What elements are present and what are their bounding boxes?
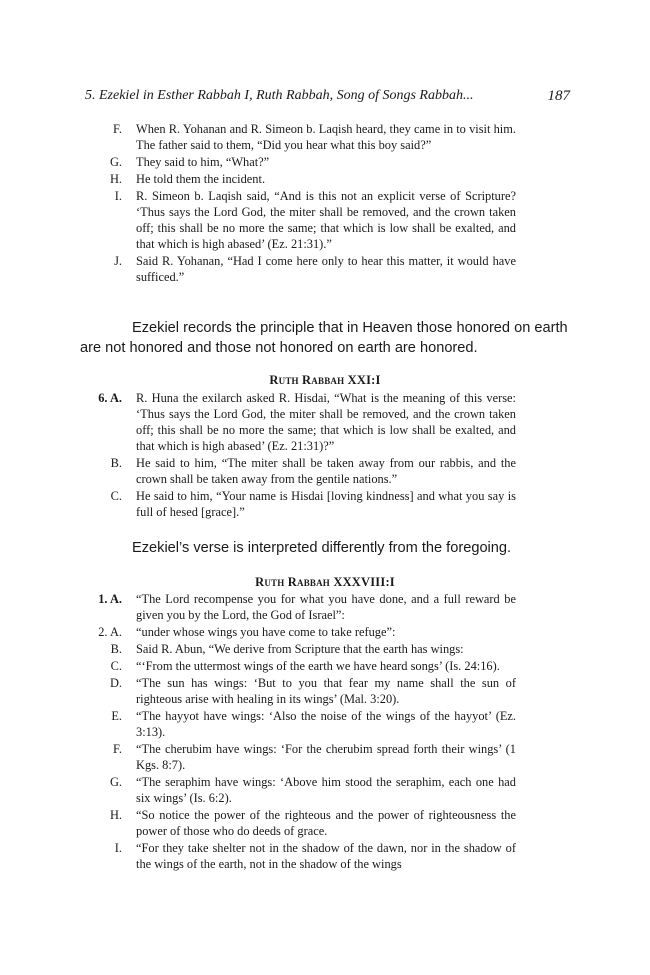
entry-i (62, 840, 516, 872)
entry-g (62, 774, 516, 806)
commentary-paragraph: Ezekiel’s verse is interpreted differently from the foregoing. (132, 540, 512, 556)
section-heading: Ruth Rabbah XXI:I (269, 373, 381, 387)
entry-f (62, 741, 516, 773)
entry-text: “The sun has wings: ‘But to you that fear my name shall the sun of righteous arise with healing in its wings’ (Mal. 3:20). (136, 676, 516, 706)
entry-label: F. (113, 122, 122, 136)
entry-label: G. (109, 155, 122, 169)
passage-entries-continued (62, 121, 516, 286)
entry-text: He said to him, “Your name is Hisdai [loving kindness] and what you say is full of hesed [grace].” (136, 489, 516, 519)
entry-label: 2. A. (98, 625, 122, 639)
entry-label: B. (110, 642, 122, 656)
entry-label: G. (109, 775, 122, 789)
entry-label: C. (110, 489, 122, 503)
section-heading: Ruth Rabbah XXXVIII:I (255, 575, 395, 589)
entry-6a (62, 390, 516, 454)
entry-text: “The seraphim have wings: ‘Above him stood the seraphim, each one had six wings’ (Is. 6:2). (136, 775, 516, 805)
entry-label: C. (110, 659, 122, 673)
entry-label: I. (114, 841, 122, 855)
entry-text: They said to him, “What?” (136, 155, 270, 169)
entry-text: “For they take shelter not in the shadow of the dawn, nor in the shadow of the wings of the earth, not in the shadow of the wings (136, 841, 516, 871)
entry-text: “‘From the uttermost wings of the earth we have heard songs’ (Is. 24:16). (136, 659, 500, 673)
entry-text: Said R. Yohanan, “Had I come here only to hear this matter, it would have sufficed.” (136, 254, 516, 284)
entry-text: “So notice the power of the righteous and the power of righteousness the power of those who do deeds of grace. (136, 808, 516, 838)
page-number: 187 (547, 88, 570, 104)
entry-g (62, 154, 516, 170)
commentary-paragraph: Ezekiel records the principle that in Heaven those honored on earth are not honored and those not honored on earth are honored. (80, 320, 568, 356)
entry-label: 6. A. (98, 391, 122, 405)
entry-label: 1. A. (98, 592, 122, 606)
running-header (85, 88, 570, 108)
entry-f (62, 121, 516, 153)
entry-c (62, 488, 516, 520)
passage-entries-ruth-xxxviii (62, 591, 516, 873)
entry-text: When R. Yohanan and R. Simeon b. Laqish heard, they came in to visit him. The father said to them, “Did you hear what this boy said?” (136, 122, 516, 152)
entry-text: “The cherubim have wings: ‘For the cherubim spread forth their wings’ (1 Kgs. 8:7). (136, 742, 516, 772)
entry-text: Said R. Abun, “We derive from Scripture that the earth has wings: (136, 642, 464, 656)
entry-text: “The hayyot have wings: ‘Also the noise of the wings of the hayyot’ (Ez. 3:13). (136, 709, 516, 739)
entry-b (62, 641, 516, 657)
entry-text: He said to him, “The miter shall be taken away from our rabbis, and the crown shall be taken away from the gentile nations.” (136, 456, 516, 486)
entry-2a (62, 624, 516, 640)
entry-label: I. (114, 189, 122, 203)
entry-label: H. (109, 808, 122, 822)
entry-label: B. (110, 456, 122, 470)
entry-e (62, 708, 516, 740)
chapter-title: 5. Ezekiel in Esther Rabbah I, Ruth Rabbah, Song of Songs Rabbah... (85, 88, 474, 103)
entry-label: J. (114, 254, 122, 268)
entry-h (62, 807, 516, 839)
entry-text: R. Huna the exilarch asked R. Hisdai, “What is the meaning of this verse: ‘Thus says the Lord God, the miter shall be removed, and the crown taken off; this shall be no more the same; that which is low shall be exalted, and that which is high abased’ (Ez. 21:31)?” (136, 391, 516, 453)
entry-label: H. (109, 172, 122, 186)
entry-d (62, 675, 516, 707)
entry-c (62, 658, 516, 674)
entry-label: D. (109, 676, 122, 690)
entry-i (62, 188, 516, 252)
entry-h (62, 171, 516, 187)
passage-entries-ruth-xxi (62, 390, 516, 521)
entry-text: R. Simeon b. Laqish said, “And is this not an explicit verse of Scripture? ‘Thus says the Lord God, the miter shall be removed, and the crown taken off; this shall be no more the same; that which is low shall be exalted, and that which is high abased’ (Ez. 21:31).” (136, 189, 516, 251)
entry-j (62, 253, 516, 285)
entry-label: F. (113, 742, 122, 756)
entry-text: He told them the incident. (136, 172, 266, 186)
entry-text: “The Lord recompense you for what you have done, and a full reward be given you by the Lord, the God of Israel”: (136, 592, 516, 622)
entry-label: E. (111, 709, 122, 723)
entry-text: “under whose wings you have come to take refuge”: (136, 625, 396, 639)
entry-b (62, 455, 516, 487)
entry-1a (62, 591, 516, 623)
